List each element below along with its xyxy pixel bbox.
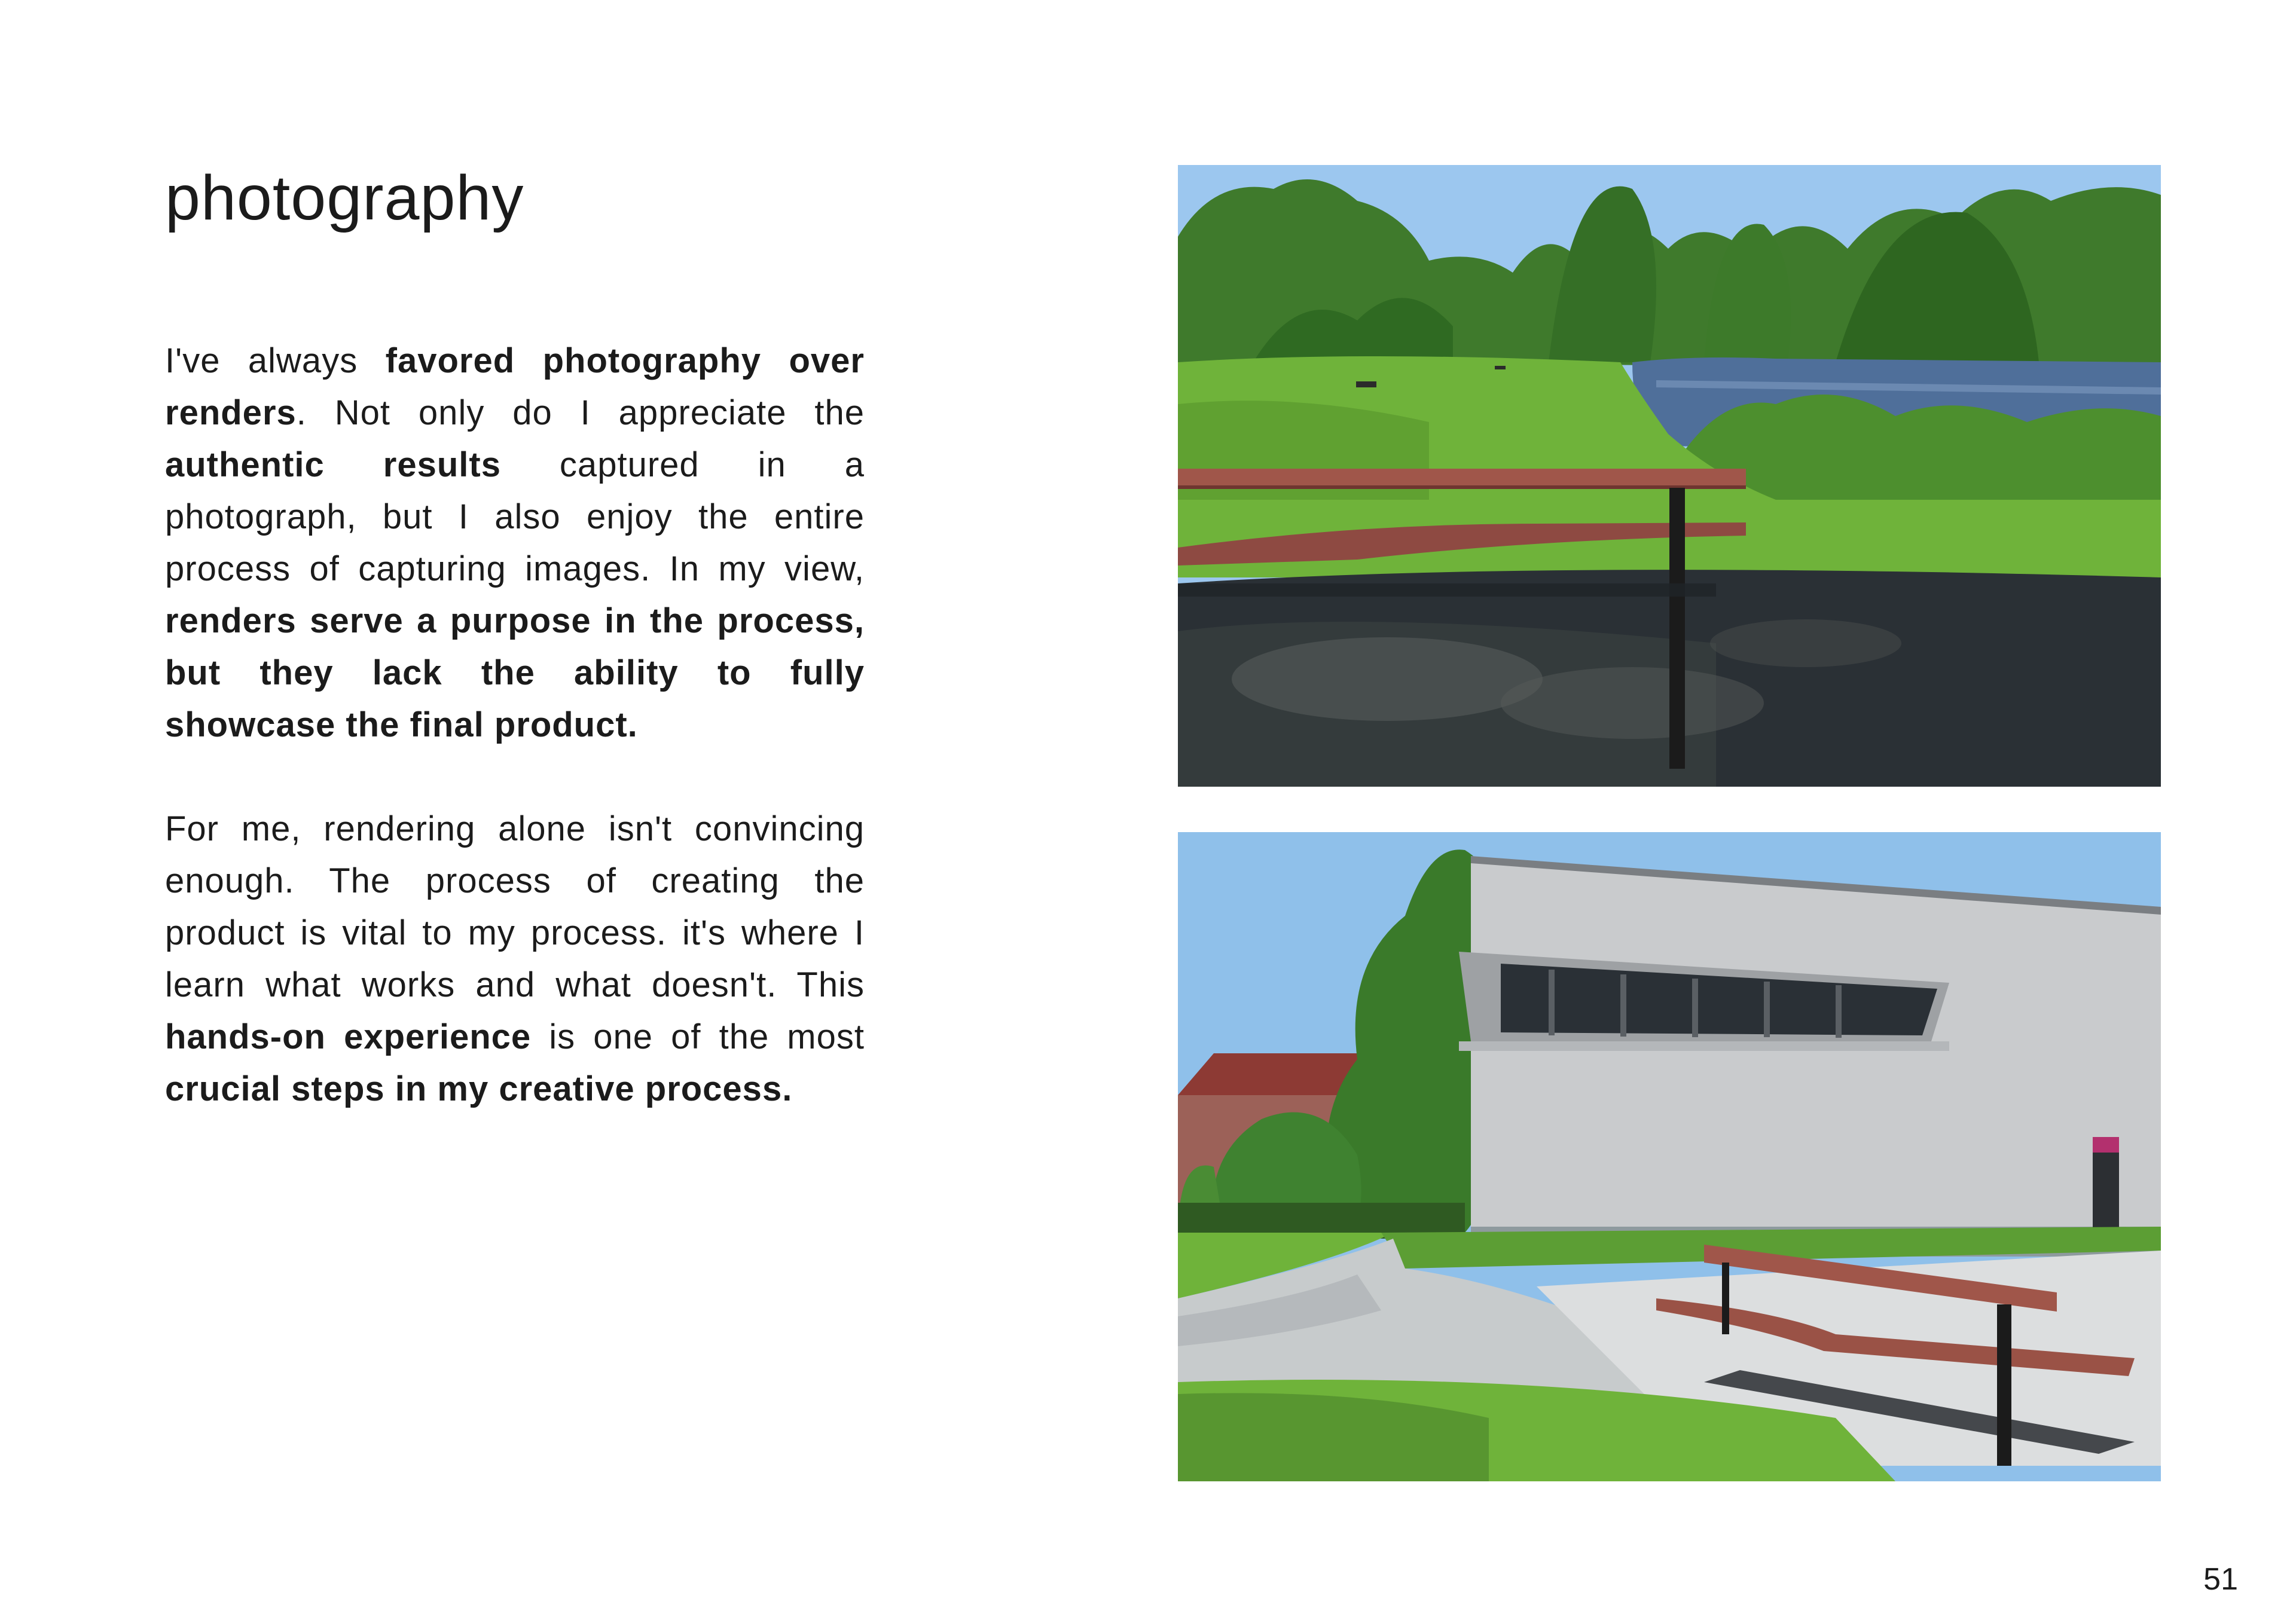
body-text (165, 335, 865, 1115)
paragraph-hands-on: For me, rendering alone isn't convincing enough. The process of creating the product is vital to my process. it's where I learn what works and what doesn't. This hands-on experience is one of the most crucial steps in my creative process. (165, 809, 865, 1108)
building-bench-photo (1178, 832, 2161, 1481)
page-number: 51 (2203, 1562, 2238, 1597)
park-bench-photo (1178, 165, 2161, 787)
paragraph-photography-vs-renders: I've always favored photography over renders. Not only do I appreciate the authentic results captured in a photograph, but I also enjoy the entire process of capturing images. In my view, renders serve a purpose in the process, but they lack the ability to fully showcase the final product. (165, 341, 865, 744)
page-title: photography (165, 163, 524, 233)
